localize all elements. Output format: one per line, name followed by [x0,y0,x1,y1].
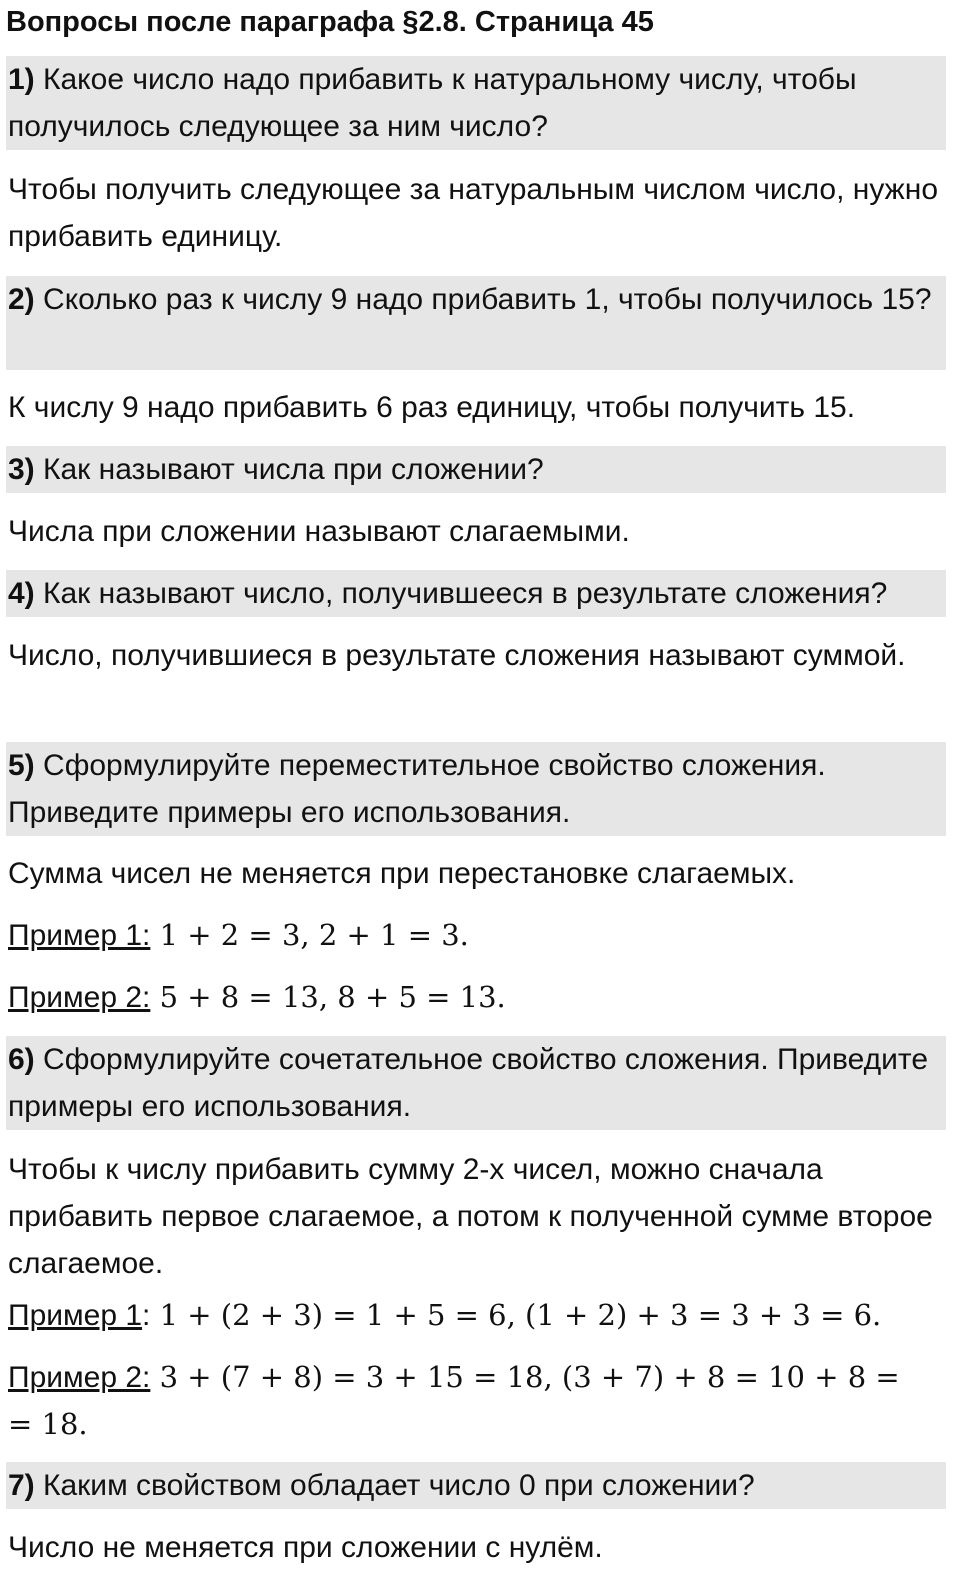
question-7 [6,1462,946,1509]
question-text: Каким свойством обладает число 0 при сложении? [34,1469,755,1502]
question-text: Сколько раз к числу 9 надо прибавить 1, чтобы получилось 15? [34,283,932,316]
question-5 [6,742,946,836]
question-number: 1) [8,63,35,96]
example-formula: 3 + (7 + 8) = 3 + 15 = 18, (3 + 7) + 8 = 10 + 8 = [150,1360,900,1394]
question-number: 3) [8,453,35,486]
example-label: Пример 2: [8,1361,151,1394]
answer-6: Чтобы к числу прибавить сумму 2-х чисел, можно сначала прибавить первое слагаемое, а потом к полученной сумме второе слагаемое. [8,1153,933,1280]
question-1 [6,56,946,150]
example-2 [6,1354,946,1448]
answer-7: Число не меняется при сложении с нулём. [8,1531,603,1564]
page-title: Вопросы после параграфа §2.8. Страница 45 [6,6,654,38]
question-3 [6,446,946,493]
example-formula-continued: = 18. [8,1407,88,1441]
example-2 [6,974,946,1021]
example-label: Пример 1: [8,919,151,952]
question-number: 7) [8,1469,35,1502]
answer-3: Числа при сложении называют слагаемыми. [8,515,630,548]
question-text: Сформулируйте сочетательное свойство сложения. Приведите примеры его использования. [8,1043,929,1123]
question-number: 2) [8,283,35,316]
example-formula: 5 + 8 = 13, 8 + 5 = 13. [150,980,506,1014]
question-number: 6) [8,1043,35,1076]
question-text: Сформулируйте переместительное свойство сложения. Приведите примеры его использования. [8,749,826,829]
question-text: Как называют числа при сложении? [34,453,544,486]
question-2 [6,276,946,370]
example-formula: 1 + (2 + 3) = 1 + 5 = 6, (1 + 2) + 3 = 3 + 3 = 6. [150,1298,882,1332]
answer-1: Чтобы получить следующее за натуральным числом число, нужно прибавить единицу. [8,173,938,253]
example-1 [6,912,946,959]
example-label: Пример 2: [8,981,151,1014]
example-1 [6,1292,946,1339]
question-number: 4) [8,577,35,610]
question-4 [6,570,946,617]
answer-5: Сумма чисел не меняется при перестановке слагаемых. [8,857,796,890]
answer-2: К числу 9 надо прибавить 6 раз единицу, чтобы получить 15. [8,391,856,424]
question-number: 5) [8,749,35,782]
question-text: Какое число надо прибавить к натуральному числу, чтобы получилось следующее за ним число? [8,63,857,143]
answer-4: Число, получившиеся в результате сложения называют суммой. [8,639,906,672]
question-6 [6,1036,946,1130]
example-label: Пример 1 [8,1299,143,1332]
example-formula: 1 + 2 = 3, 2 + 1 = 3. [150,918,469,952]
example-colon: : [142,1299,151,1332]
question-text: Как называют число, получившееся в результате сложения? [34,577,888,610]
